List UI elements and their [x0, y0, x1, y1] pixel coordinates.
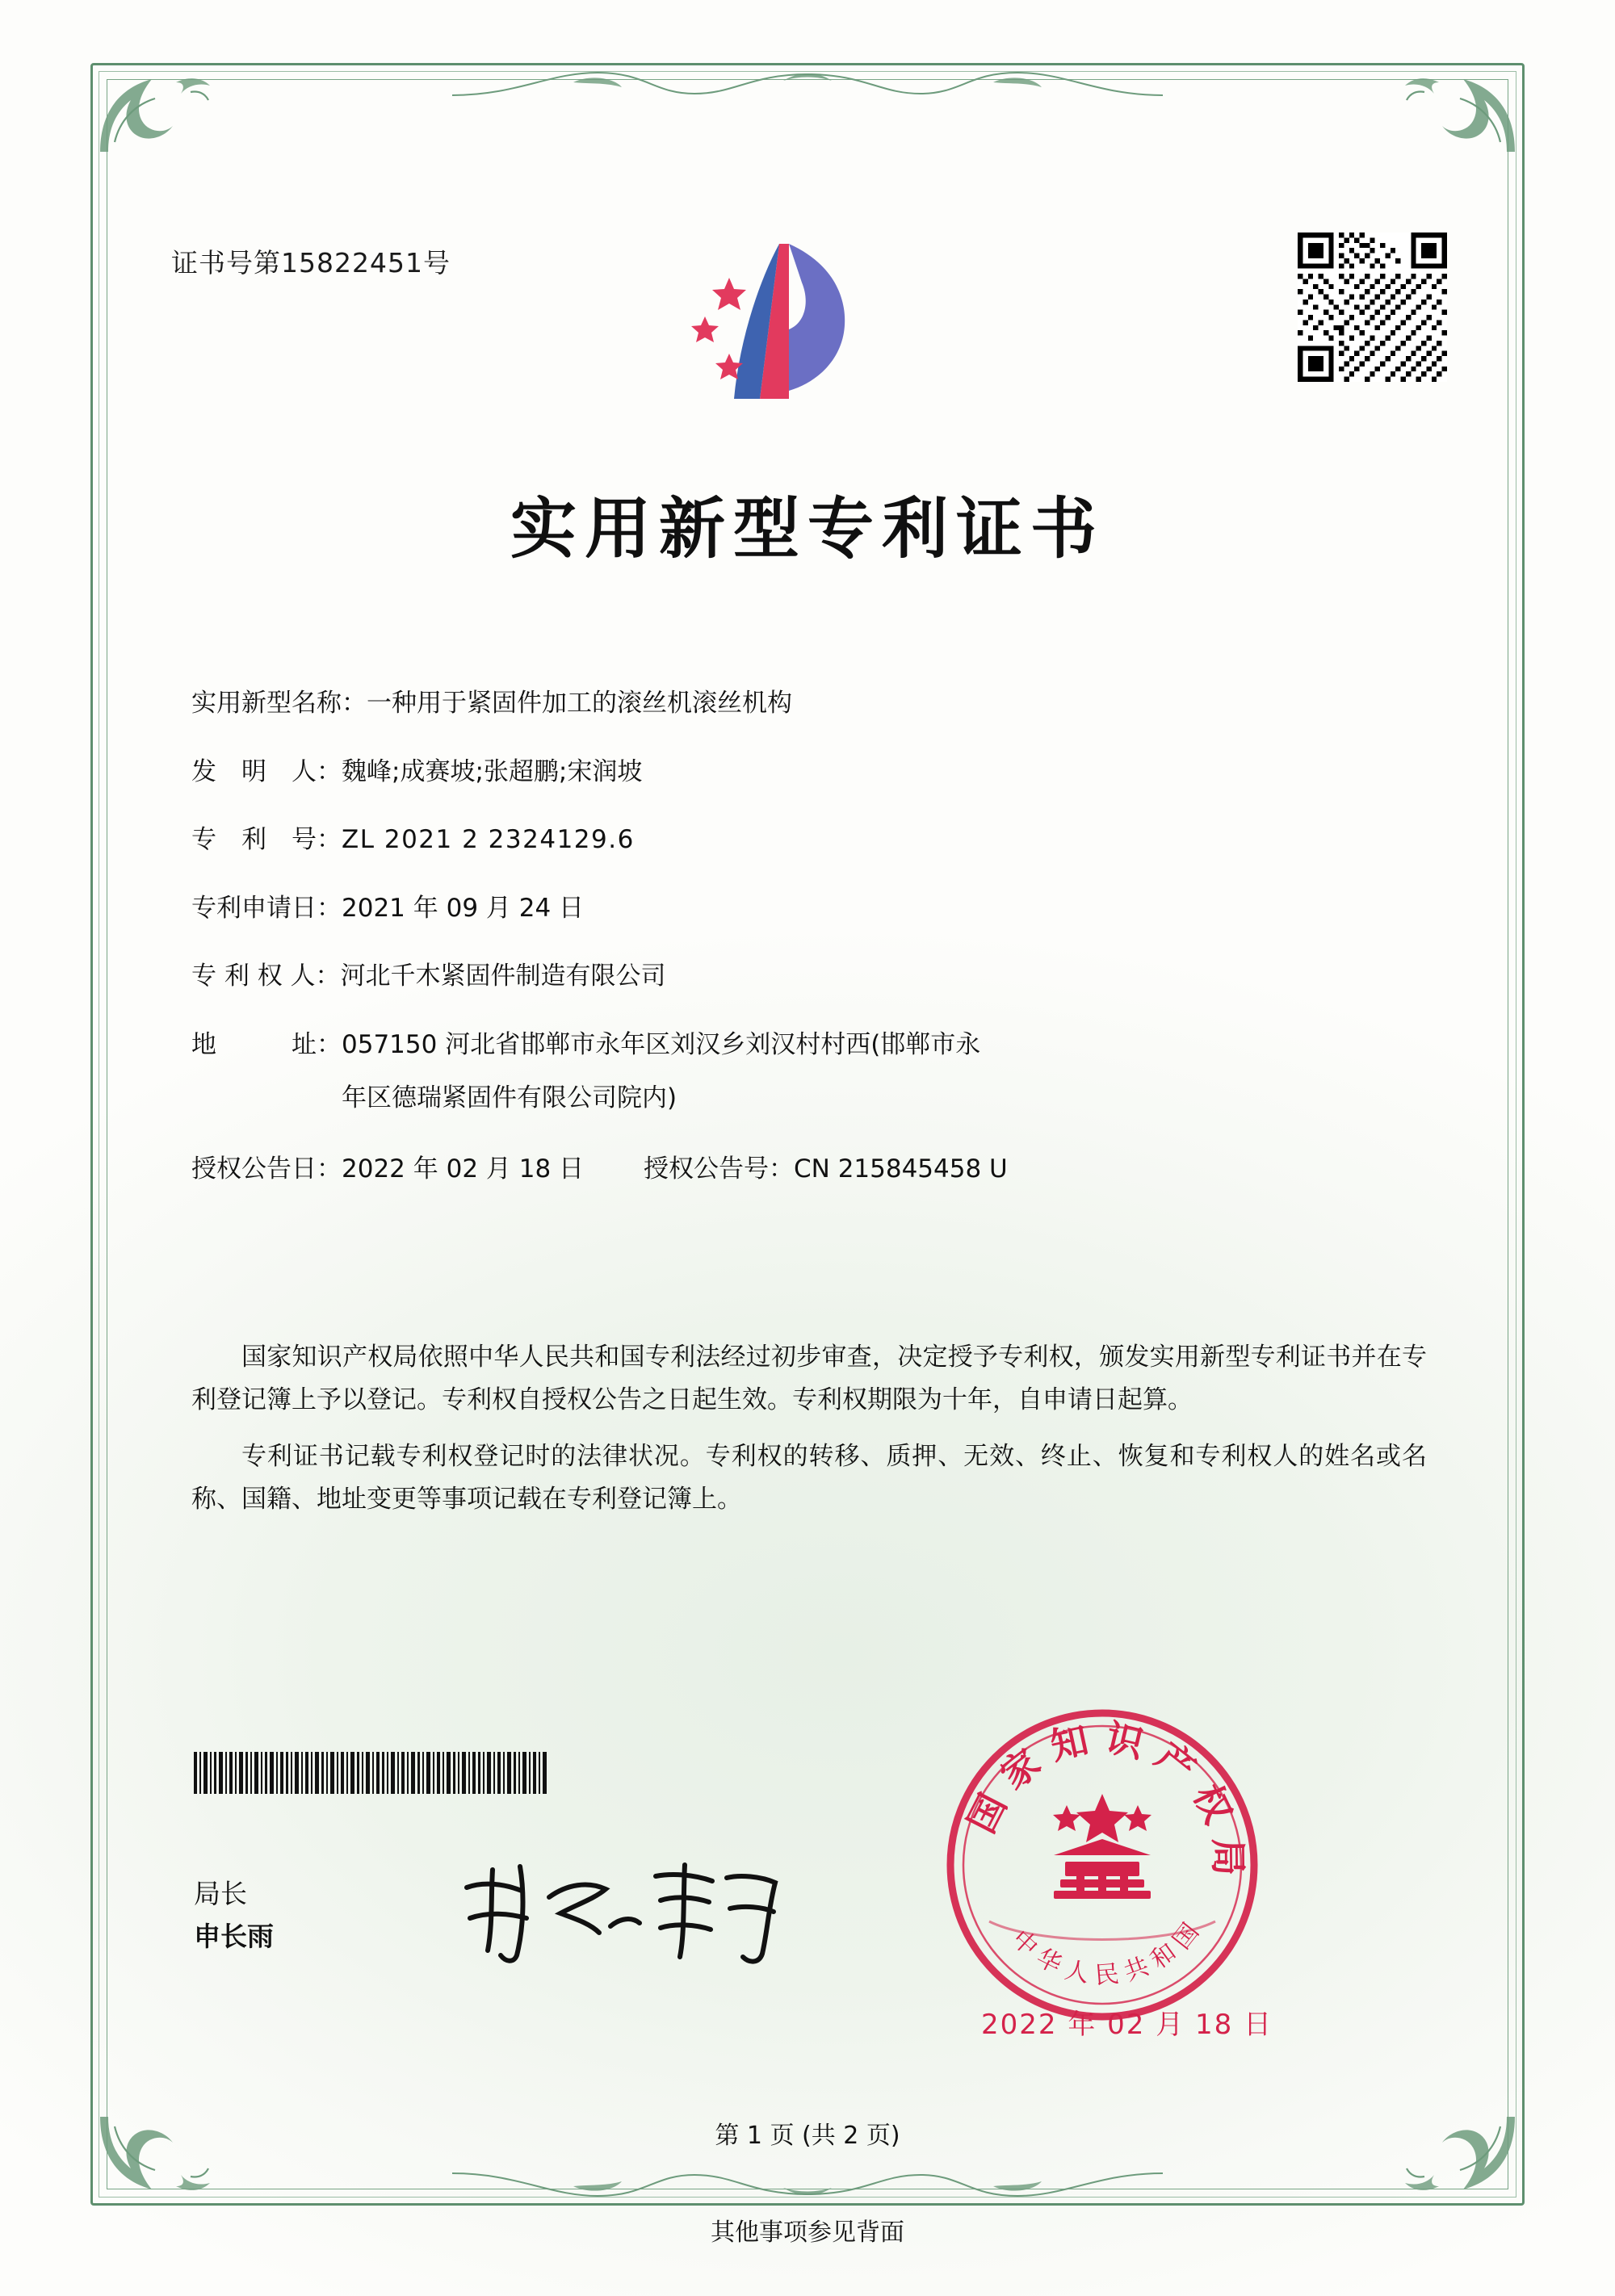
- page-title: 实用新型专利证书: [510, 491, 1105, 568]
- director-name-label: 申长雨: [194, 1920, 274, 1952]
- legal-text-block: [191, 1336, 1427, 1534]
- seal-date: 2022 年 02 月 18 日: [981, 2009, 1273, 2041]
- field-value-application-date: 2021 年 09 月 24 日: [342, 893, 585, 923]
- field-patentee: [191, 957, 1427, 995]
- field-value-patent-number: ZL 2021 2 2324129.6: [342, 825, 635, 854]
- director-title-label: 局长: [194, 1878, 247, 1909]
- field-value-address-line2: 年区德瑞紧固件有限公司院内): [342, 1083, 677, 1112]
- field-value-inventor: 魏峰;成赛坡;张超鹏;宋润坡: [342, 756, 643, 786]
- field-address: [191, 1026, 1427, 1064]
- svg-text:中华人民共和国: 中华人民共和国: [1006, 1912, 1210, 1991]
- field-label-utility-model-name: 实用新型名称：: [191, 689, 367, 718]
- field-grant-row: [191, 1148, 1427, 1184]
- field-label-address: 地 址：: [191, 1029, 342, 1059]
- legal-paragraph-2: 专利证书记载专利权登记时的法律状况。专利权的转移、质押、无效、终止、恢复和专利权人的姓名或名称、国籍、地址变更等事项记载在专利登记簿上。: [191, 1441, 1427, 1514]
- field-label-grant-number: 授权公告号：: [644, 1154, 794, 1184]
- field-label-patentee: 专 利 权 人：: [191, 962, 341, 991]
- field-patent-number: [191, 821, 1427, 859]
- field-value-grant-number: CN 215845458 U: [794, 1154, 1008, 1184]
- certificate-number: 证书号第15822451号: [171, 247, 451, 279]
- corner-ornament-top-right-icon: [1399, 68, 1520, 157]
- official-round-seal-icon: [941, 1703, 1264, 2026]
- field-application-date: [191, 890, 1427, 928]
- edge-ornament-top-icon: [452, 63, 1163, 107]
- field-label-application-date: 专利申请日：: [191, 893, 342, 923]
- field-grant-date: [191, 1148, 644, 1184]
- cnipa-patent-logo-icon: [682, 233, 892, 418]
- field-label-grant-date: 授权公告日：: [191, 1154, 342, 1184]
- signature-block: [194, 1873, 274, 1959]
- page-indicator: 第 1 页 (共 2 页): [715, 2122, 900, 2150]
- field-inventor: [191, 753, 1427, 791]
- legal-paragraph-1: 国家知识产权局依照中华人民共和国专利法经过初步审查，决定授予专利权，颁发实用新型专利证书并在专利登记簿上予以登记。专利权自授权公告之日起生效。专利权期限为十年，自申请日起算。: [191, 1343, 1427, 1415]
- field-address-continuation: [191, 1079, 1427, 1117]
- field-value-patentee: 河北千木紧固件制造有限公司: [340, 962, 666, 991]
- field-label-inventor: 发 明 人：: [191, 756, 342, 786]
- corner-ornament-top-left-icon: [95, 68, 216, 157]
- qr-code-icon: [1298, 233, 1447, 382]
- field-value-utility-model-name: 一种用于紧固件加工的滚丝机滚丝机构: [367, 689, 792, 718]
- field-value-address: 057150 河北省邯郸市永年区刘汉乡刘汉村村西(邯郸市永: [342, 1029, 981, 1059]
- edge-ornament-bottom-icon: [452, 2162, 1163, 2206]
- handwritten-signature-icon: [452, 1849, 791, 1970]
- field-grant-number: [644, 1148, 1008, 1184]
- certificate-fields: [191, 685, 1427, 1184]
- back-side-note: 其他事项参见背面: [711, 2218, 904, 2247]
- barcode-icon: [194, 1752, 598, 1794]
- field-value-grant-date: 2022 年 02 月 18 日: [342, 1154, 585, 1184]
- field-utility-model-name: [191, 685, 1427, 723]
- field-label-patent-number: 专 利 号：: [191, 825, 342, 854]
- svg-text:国家知识产权局: 国家知识产权局: [959, 1715, 1251, 1889]
